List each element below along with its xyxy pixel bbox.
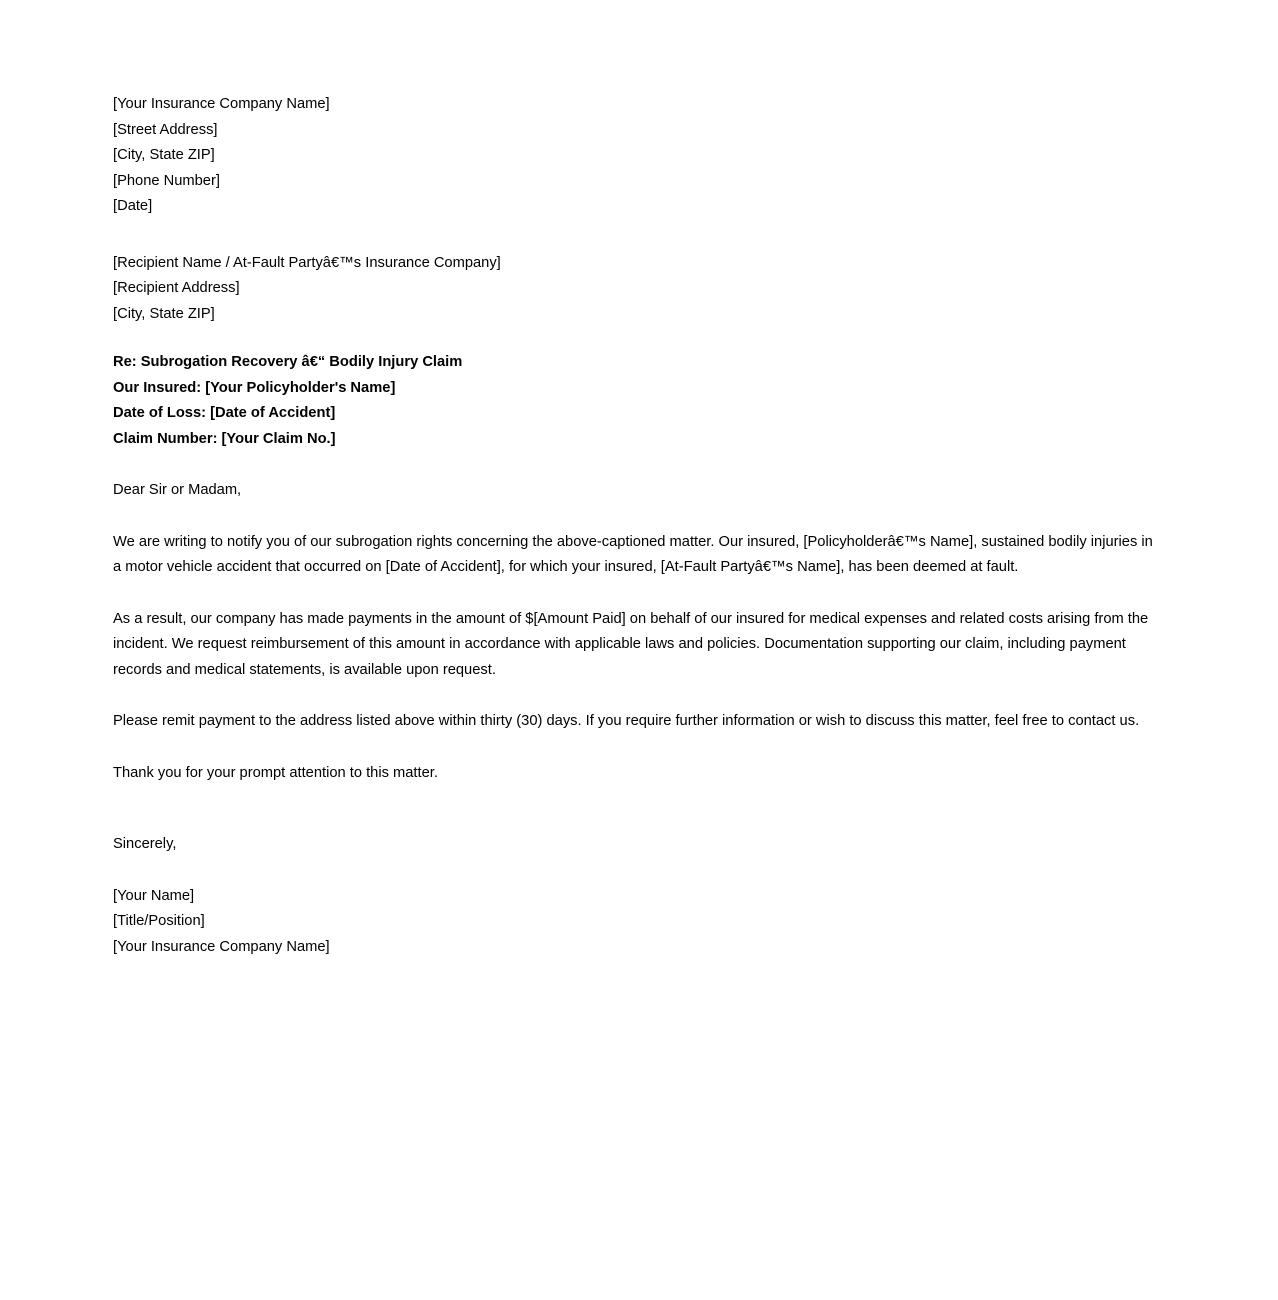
sender-line: [Your Insurance Company Name] [113,96,330,112]
sender-line: [City, State ZIP] [113,147,215,163]
sender-date-line: [Date] [113,198,153,214]
body-paragraph: As a result, our company has made payments in the amount of $[Amount Paid] on behalf of our insured for medical expenses and related costs arising from the incident. We request reimbursement of this amount in accordance with applicable laws and policies. Documentation supporting our claim, including payment records and medical statements, is available upon request. [113,610,1149,678]
signature-name-line: [Your Name] [113,887,195,904]
spacer [113,581,1160,607]
spacer [113,327,1160,350]
recipient-line: [City, State ZIP] [113,305,215,322]
subject-block [113,350,1160,452]
spacer [113,858,1160,884]
subject-insured-line: Our Insured: [Your Policyholder's Name] [113,379,396,396]
signature-block [113,884,1160,961]
sender-address-block [113,92,1160,220]
recipient-line: [Recipient Name / At-Fault Partyâ€™s Insurance Company] [113,254,501,271]
salutation: Dear Sir or Madam, [113,482,242,498]
letter-body [113,92,1160,960]
spacer [113,504,1160,530]
subject-date-of-loss-line: Date of Loss: [Date of Accident] [113,405,336,421]
subject-re-line: Re: Subrogation Recovery â€“ Bodily Injury Claim [113,354,463,370]
sender-line: [Phone Number] [113,172,220,189]
spacer [113,220,1160,251]
body-paragraph: Please remit payment to the address listed above within thirty (30) days. If you require further information or wish to discuss this matter, feel free to contact us. [113,713,1140,729]
body-paragraph: We are writing to notify you of our subrogation rights concerning the above-captioned matter. Our insured, [Policyholderâ€™s Name], sustained bodily injuries in a motor vehicle accident that occurred on [Date of Accident], for which your insured, [At-Fault Partyâ€™s Name], has been deemed at fault. [113,533,1153,575]
subject-claim-number-line: Claim Number: [Your Claim No.] [113,430,336,447]
spacer [113,786,1160,832]
sender-line: [Street Address] [113,121,218,138]
recipient-address-block [113,251,1160,328]
spacer [113,452,1160,478]
closing: Sincerely, [113,836,177,852]
signature-title-line: [Title/Position] [113,913,205,929]
body-paragraph-thanks: Thank you for your prompt attention to this matter. [113,764,438,781]
spacer [113,735,1160,761]
recipient-line: [Recipient Address] [113,280,240,296]
spacer [113,683,1160,709]
signature-company-line: [Your Insurance Company Name] [113,938,330,955]
